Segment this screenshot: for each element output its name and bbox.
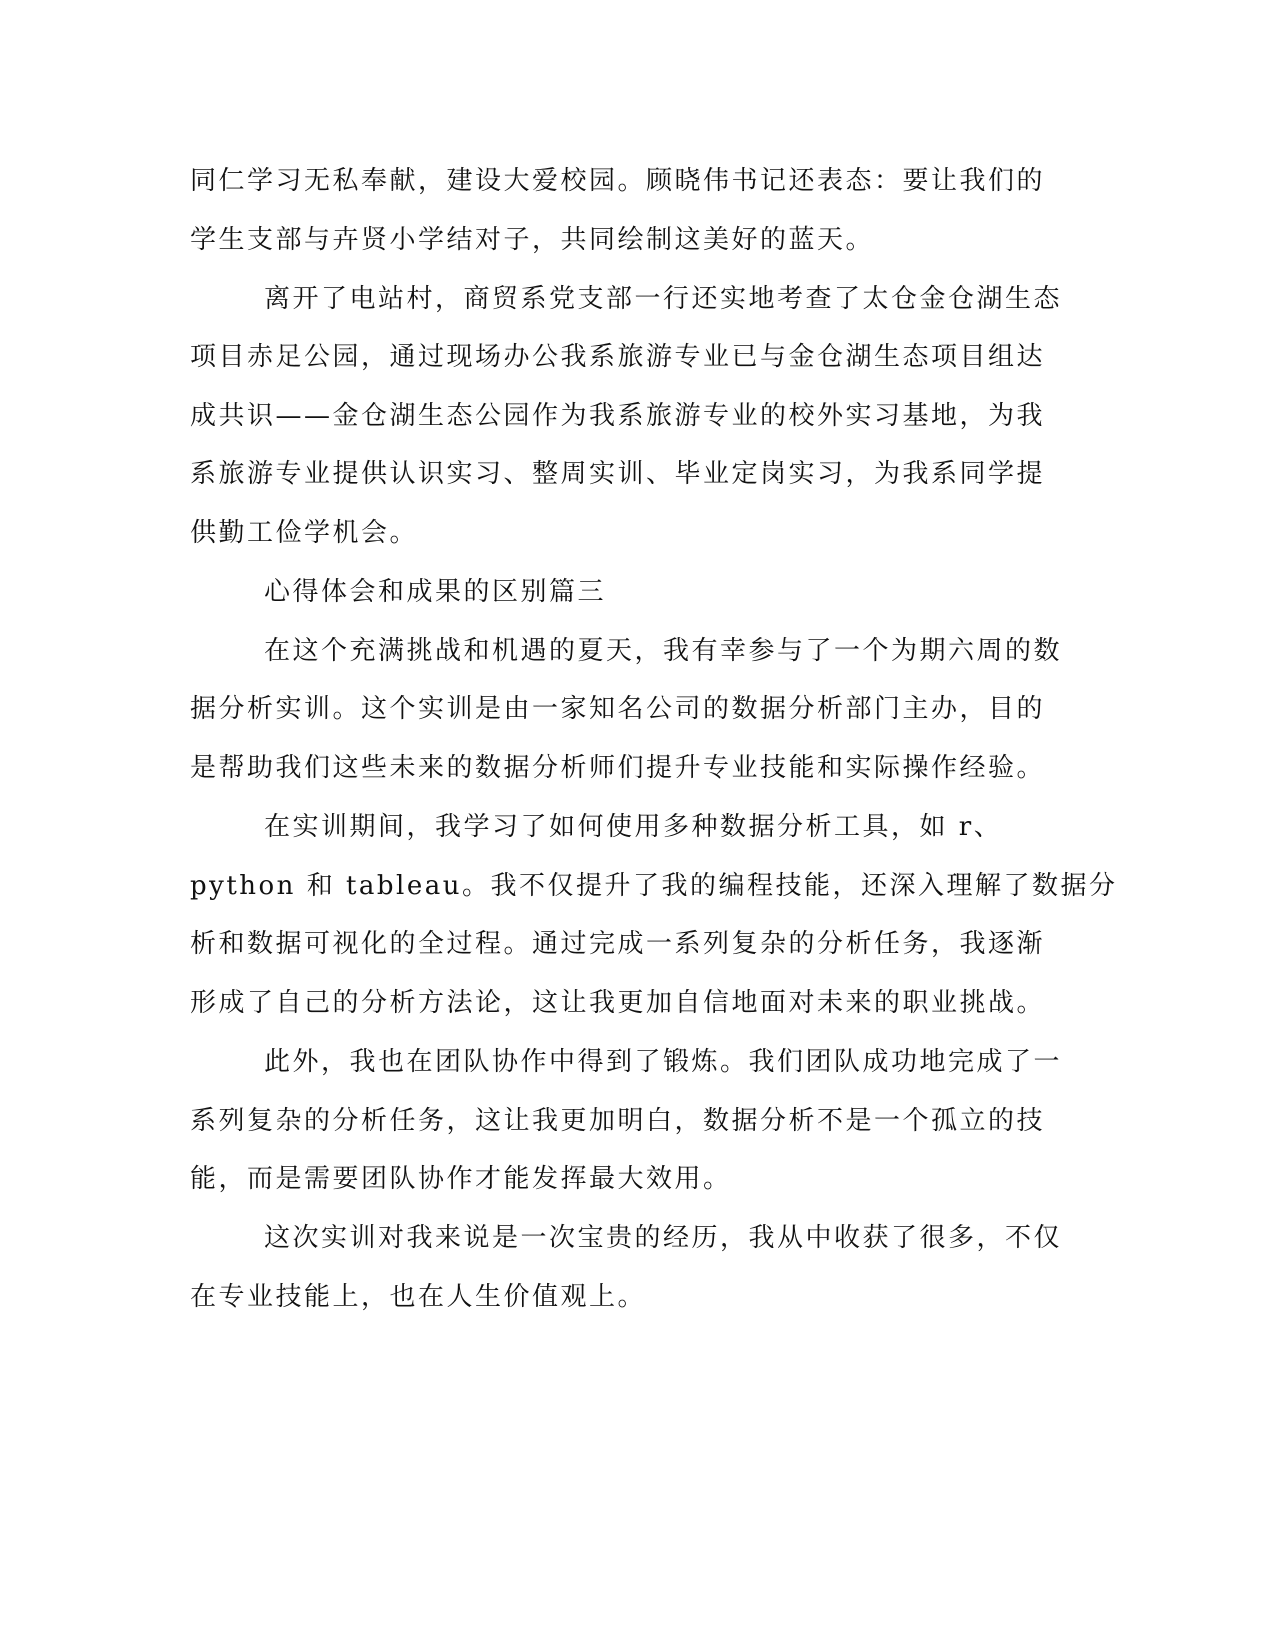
text-line: 学生支部与卉贤小学结对子，共同绘制这美好的蓝天。 — [190, 225, 875, 255]
text-line: 系旅游专业提供认识实习、整周实训、毕业定岗实习，为我系同学提 — [190, 459, 1046, 489]
paragraph-start-line: 这次实训对我来说是一次宝贵的经历，我从中收获了很多，不仅 — [264, 1223, 1063, 1253]
section-heading: 心得体会和成果的区别篇三 — [264, 577, 607, 607]
text-line: 项目赤足公园，通过现场办公我系旅游专业已与金仓湖生态项目组达 — [190, 342, 1046, 372]
text-line: 能，而是需要团队协作才能发挥最大效用。 — [190, 1164, 732, 1194]
paragraph-start-line: 此外，我也在团队协作中得到了锻炼。我们团队成功地完成了一 — [264, 1047, 1063, 1077]
text-line: 同仁学习无私奉献，建设大爱校园。顾晓伟书记还表态：要让我们的 — [190, 166, 1046, 196]
text-line: 系列复杂的分析任务，这让我更加明白，数据分析不是一个孤立的技 — [190, 1106, 1046, 1136]
text-line: 是帮助我们这些未来的数据分析师们提升专业技能和实际操作经验。 — [190, 753, 1046, 783]
paragraph-start-line: 在这个充满挑战和机遇的夏天，我有幸参与了一个为期六周的数 — [264, 636, 1063, 666]
paragraph-start-line: 离开了电站村，商贸系党支部一行还实地考查了太仓金仓湖生态 — [264, 284, 1063, 314]
text-line: 析和数据可视化的全过程。通过完成一系列复杂的分析任务，我逐渐 — [190, 929, 1046, 959]
text-line: 成共识——金仓湖生态公园作为我系旅游专业的校外实习基地，为我 — [190, 401, 1046, 431]
text-line: 在专业技能上，也在人生价值观上。 — [190, 1282, 647, 1312]
paragraph-start-line: 在实训期间，我学习了如何使用多种数据分析工具，如 r、 — [264, 812, 1003, 842]
text-line: 供勤工俭学机会。 — [190, 518, 419, 548]
text-line: 形成了自己的分析方法论，这让我更加自信地面对未来的职业挑战。 — [190, 988, 1046, 1018]
text-line: python 和 tableau。我不仅提升了我的编程技能，还深入理解了数据分 — [190, 871, 1118, 901]
text-line: 据分析实训。这个实训是由一家知名公司的数据分析部门主办，目的 — [190, 694, 1046, 724]
